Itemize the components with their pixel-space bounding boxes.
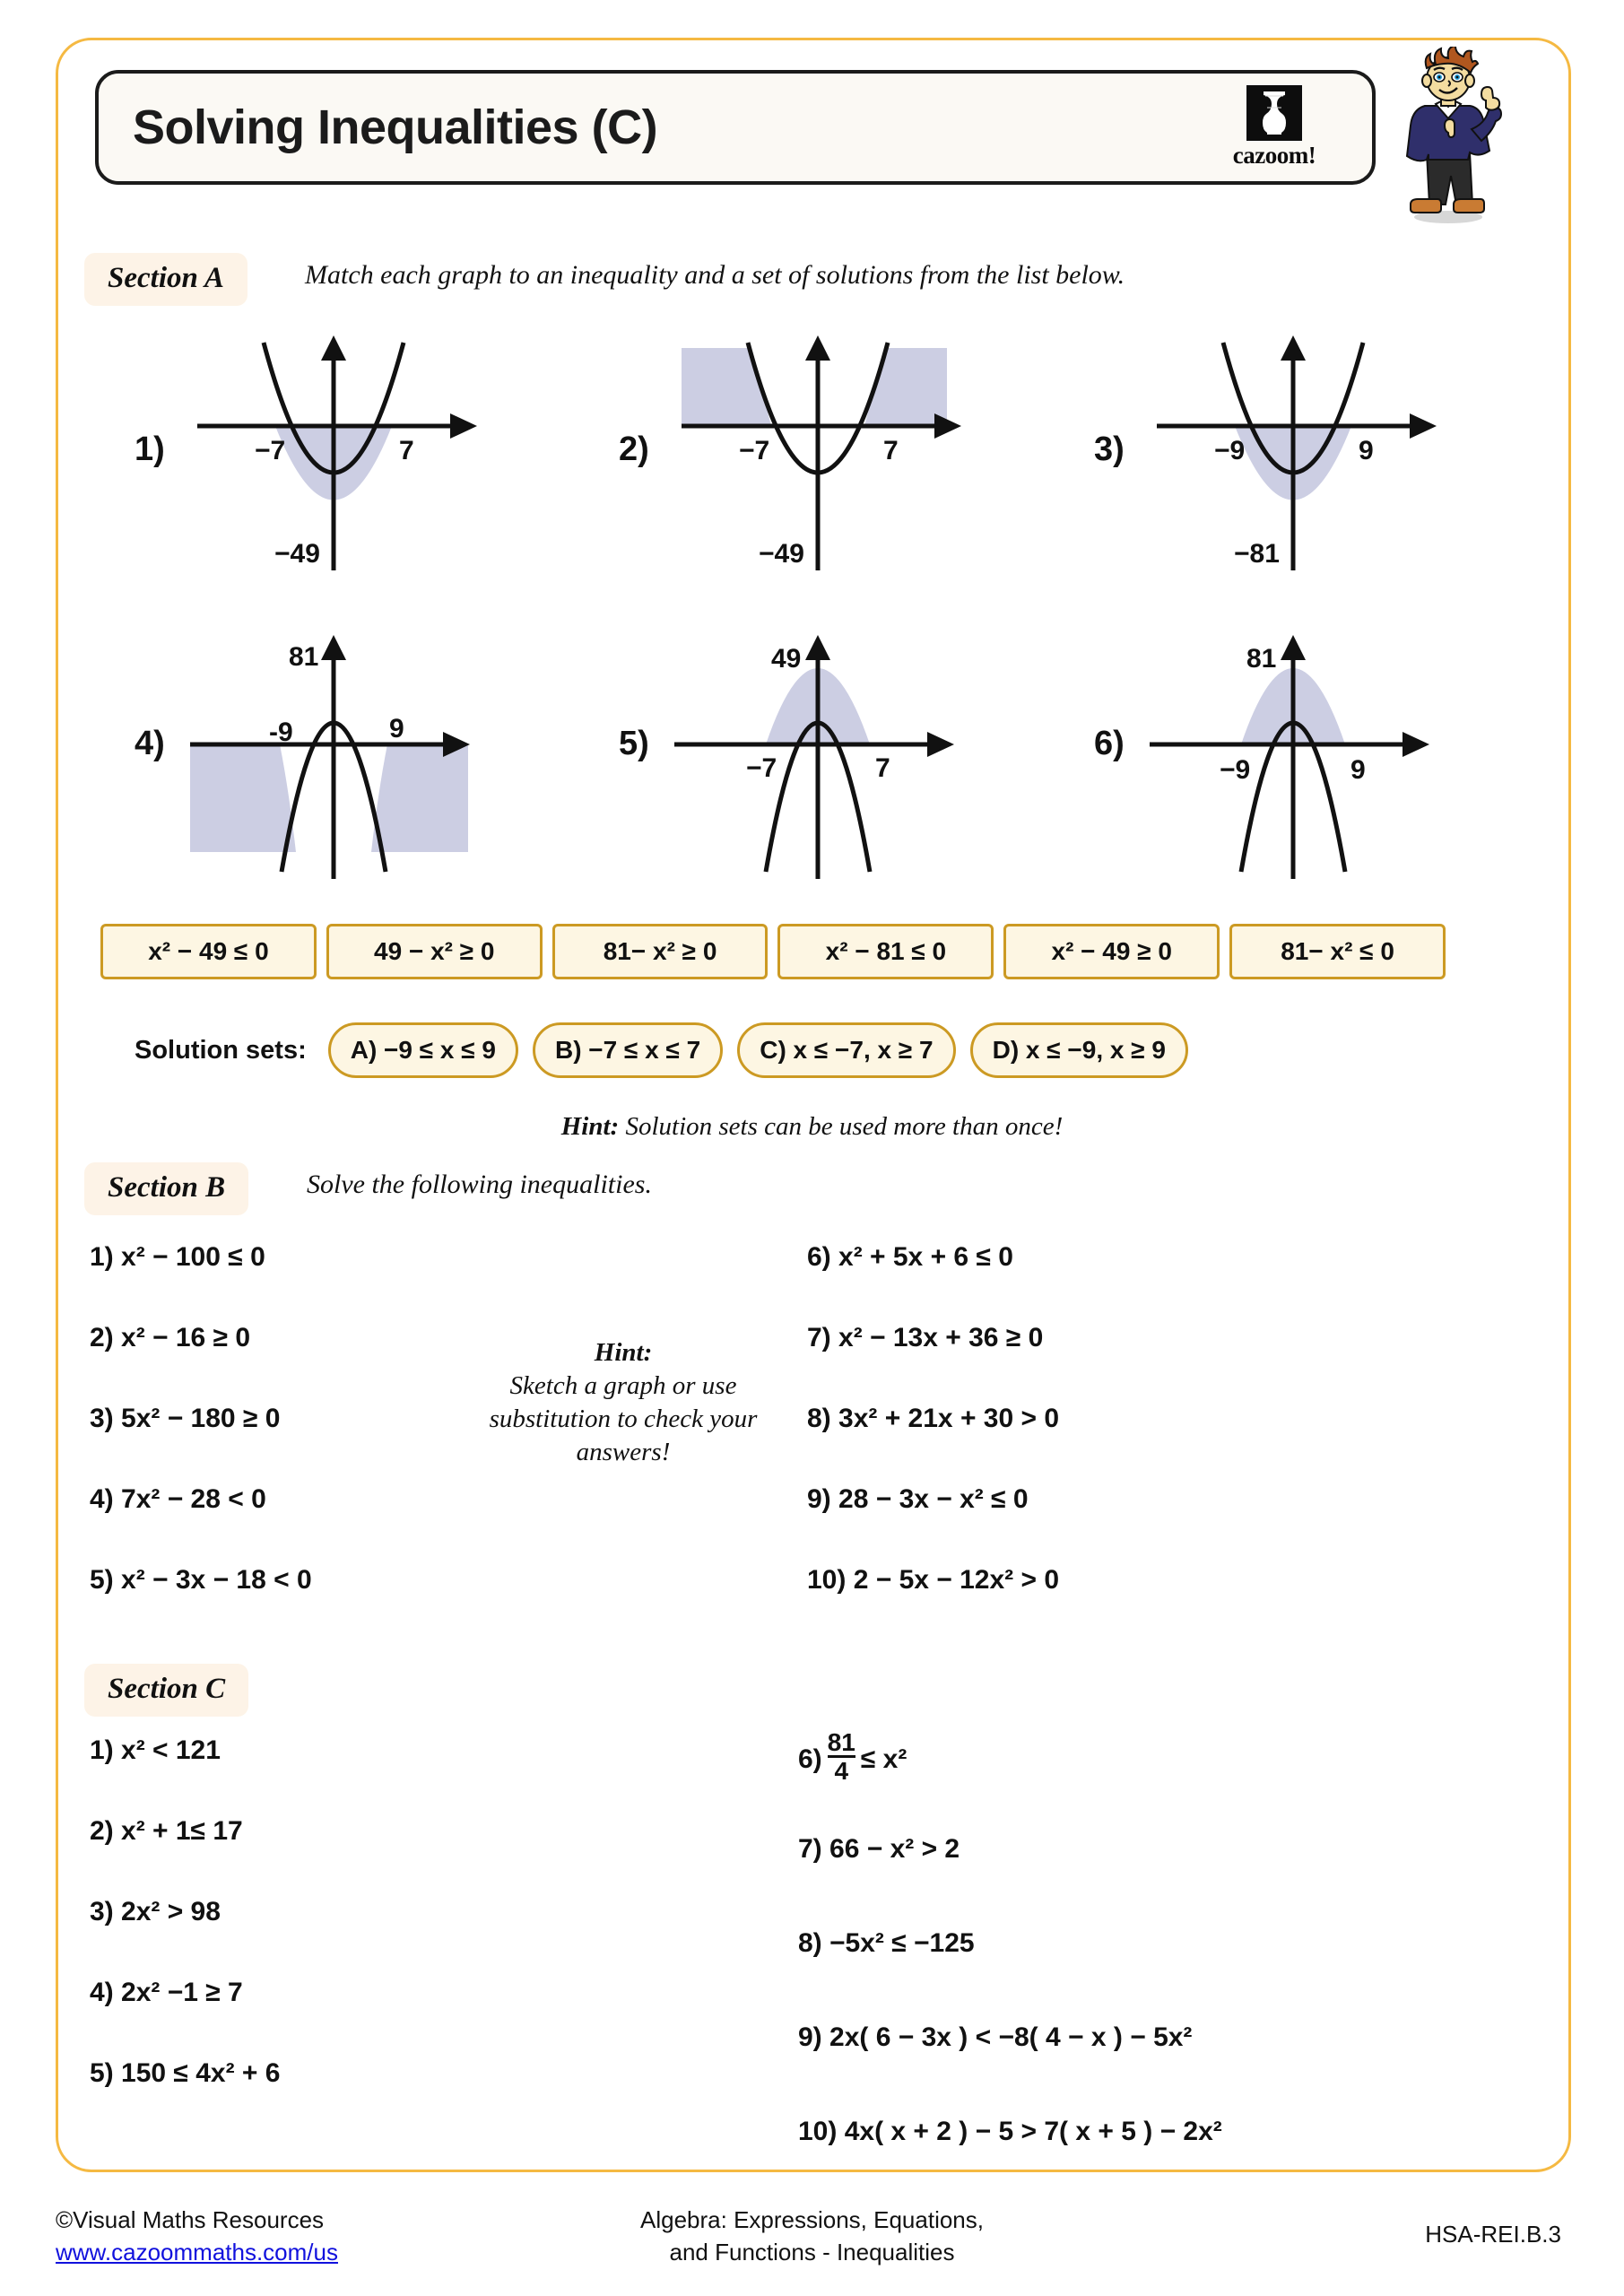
section-b-label: Section B <box>84 1162 248 1215</box>
graph-6 <box>1094 628 1453 870</box>
fraction-81-over-4 <box>828 1729 855 1786</box>
section-b-question: 3) 5x² − 180 ≥ 0 <box>90 1404 281 1433</box>
section-b-question: 9) 28 − 3x − x² ≤ 0 <box>807 1484 1029 1514</box>
inequality-chip[interactable]: x² − 49 ≤ 0 <box>100 924 317 979</box>
inequality-chip-row <box>100 924 1446 979</box>
section-c-question: 7) 66 − x² > 2 <box>798 1834 960 1864</box>
inequality-chip[interactable]: x² − 81 ≤ 0 <box>777 924 994 979</box>
graph-4-left-root: -9 <box>269 718 293 747</box>
section-c-question: 2) x² + 1≤ 17 <box>90 1816 243 1846</box>
graph-3-left-root: −9 <box>1214 436 1246 465</box>
graph-4-right-root: 9 <box>389 714 404 744</box>
graph-2 <box>619 334 977 576</box>
graph-2-number: 2) <box>619 430 649 468</box>
solution-set-chip-a[interactable]: A) −9 ≤ x ≤ 9 <box>328 1022 518 1078</box>
section-c-question-6 <box>798 1728 908 1787</box>
section-b-question: 4) 7x² − 28 < 0 <box>90 1484 266 1514</box>
graph-6-left-root: −9 <box>1220 755 1251 785</box>
solution-set-chip-c[interactable]: C) x ≤ −7, x ≥ 7 <box>737 1022 955 1078</box>
section-b-question: 5) x² − 3x − 18 < 0 <box>90 1565 312 1595</box>
section-a-hint-text: Solution sets can be used more than once! <box>625 1112 1064 1141</box>
graph-1-right-root: 7 <box>399 436 414 465</box>
page-title: Solving Inequalities (C) <box>133 100 658 154</box>
section-b-instruction: Solve the following inequalities. <box>307 1170 652 1199</box>
graph-5-number: 5) <box>619 725 649 762</box>
fraction-numerator: 81 <box>827 1728 855 1756</box>
graph-2-vertex: −49 <box>759 539 804 569</box>
graph-1-vertex: −49 <box>274 539 320 569</box>
footer-topic-line1: Algebra: Expressions, Equations, <box>640 2206 984 2233</box>
section-c-question: 9) 2x( 6 − 3x ) < −8( 4 − x ) − 5x² <box>798 2022 1193 2052</box>
footer-copyright: ©Visual Maths Resources <box>56 2206 325 2233</box>
graph-5-right-root: 7 <box>875 753 890 783</box>
section-b-question: 1) x² − 100 ≤ 0 <box>90 1242 265 1272</box>
graph-5-vertex: 49 <box>771 644 802 674</box>
section-b-hint-body: Sketch a graph or use substitution to check your answers! <box>489 1371 758 1467</box>
footer-website-link[interactable]: www.cazoommaths.com/us <box>56 2238 338 2266</box>
section-b-question: 8) 3x² + 21x + 30 > 0 <box>807 1404 1060 1433</box>
graph-3 <box>1094 334 1453 576</box>
section-c-label: Section C <box>84 1664 248 1717</box>
section-c-q6-prefix: 6) <box>798 1744 822 1774</box>
inequality-chip[interactable]: x² − 49 ≥ 0 <box>1003 924 1220 979</box>
section-c-question: 5) 150 ≤ 4x² + 6 <box>90 2058 281 2088</box>
section-a-instruction: Match each graph to an inequality and a set of solutions from the list below. <box>305 260 1125 290</box>
graph-6-right-root: 9 <box>1350 755 1366 785</box>
inequality-chip[interactable]: 81− x² ≥ 0 <box>552 924 769 979</box>
section-c-question: 10) 4x( x + 2 ) − 5 > 7( x + 5 ) − 2x² <box>798 2117 1222 2146</box>
graph-3-number: 3) <box>1094 430 1125 468</box>
section-b-question: 7) x² − 13x + 36 ≥ 0 <box>807 1323 1044 1352</box>
graph-3-right-root: 9 <box>1359 436 1374 465</box>
graph-6-vertex: 81 <box>1246 644 1277 674</box>
graph-5 <box>619 628 977 870</box>
graph-4-vertex: 81 <box>289 642 319 672</box>
graph-5-left-root: −7 <box>746 753 777 783</box>
boy-mascot-icon <box>1385 47 1511 226</box>
inequality-chip[interactable]: 81− x² ≤ 0 <box>1229 924 1446 979</box>
graph-2-left-root: −7 <box>739 436 770 465</box>
section-b-hint <box>448 1336 798 1469</box>
section-c-question: 4) 2x² −1 ≥ 7 <box>90 1978 243 2007</box>
section-c-question: 3) 2x² > 98 <box>90 1897 221 1926</box>
section-c-question: 1) x² < 121 <box>90 1735 221 1765</box>
graph-1 <box>135 334 493 576</box>
logo-wordmark: cazoom! <box>1232 142 1316 169</box>
section-b-question: 2) x² − 16 ≥ 0 <box>90 1323 251 1352</box>
solution-sets-label: Solution sets: <box>135 1035 307 1065</box>
graph-3-vertex: −81 <box>1234 539 1280 569</box>
section-b-hint-title: Hint: <box>594 1338 653 1367</box>
section-b-question: 10) 2 − 5x − 12x² > 0 <box>807 1565 1060 1595</box>
graph-6-number: 6) <box>1094 725 1125 762</box>
section-c-question: 8) −5x² ≤ −125 <box>798 1928 975 1958</box>
section-a-hint <box>0 1112 1624 1142</box>
section-a-label: Section A <box>84 253 248 306</box>
graph-4-number: 4) <box>135 725 165 762</box>
footer-topic <box>0 2205 1624 2269</box>
graph-4 <box>135 628 493 870</box>
section-c-q6-suffix: ≤ x² <box>860 1744 908 1774</box>
goblet-illusion-icon <box>1246 85 1302 141</box>
graph-2-right-root: 7 <box>883 436 899 465</box>
section-b-question: 6) x² + 5x + 6 ≤ 0 <box>807 1242 1013 1272</box>
solution-set-chip-b[interactable]: B) −7 ≤ x ≤ 7 <box>533 1022 723 1078</box>
section-a-hint-title: Hint: <box>560 1112 620 1141</box>
graph-1-number: 1) <box>135 430 165 468</box>
page-footer <box>0 2205 1624 2294</box>
title-bar <box>95 70 1376 185</box>
footer-topic-line2: and Functions - Inequalities <box>669 2238 955 2266</box>
fraction-denominator: 4 <box>828 1755 855 1786</box>
solution-set-chip-d[interactable]: D) x ≤ −9, x ≥ 9 <box>970 1022 1188 1078</box>
solution-sets-row <box>135 1022 1188 1078</box>
footer-standard-code: HSA-REI.B.3 <box>1425 2221 1561 2248</box>
graph-1-left-root: −7 <box>255 436 286 465</box>
inequality-chip[interactable]: 49 − x² ≥ 0 <box>326 924 543 979</box>
cazoom-logo <box>1207 81 1342 174</box>
